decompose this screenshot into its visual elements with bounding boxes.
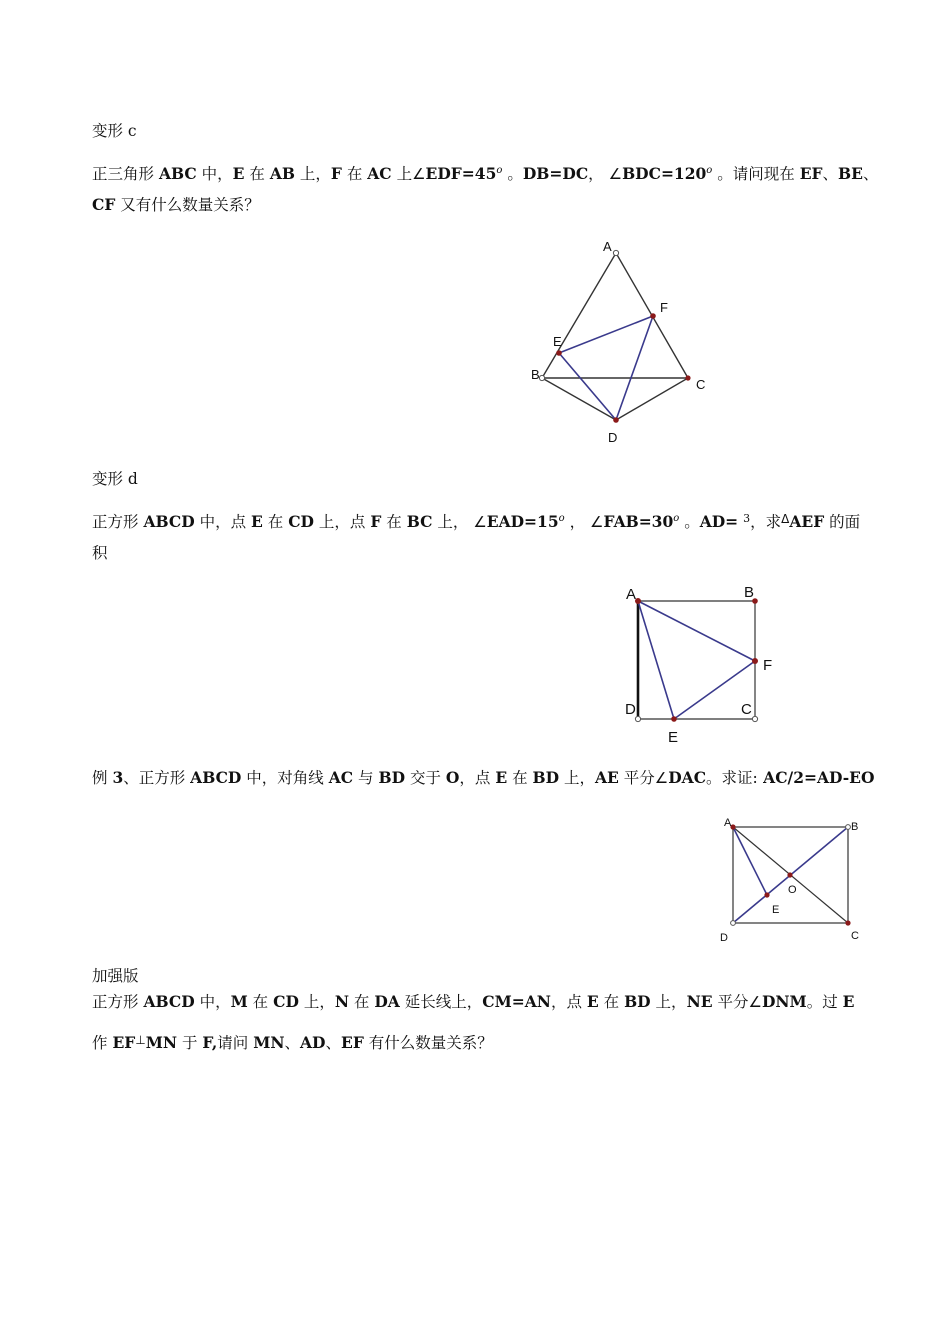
label-D: D xyxy=(625,701,636,718)
point-B xyxy=(846,825,851,830)
problem-d-line1: 正方形 ABCD 中，点 E 在 CD 上，点 F 在 BC 上， $\angle EAD=15^o$ ， $\angle FAB=30^o$ 。AD= $^3$，求$^\Delta$AEF 的面 xyxy=(92,512,861,531)
label-E: E xyxy=(668,729,679,746)
label-D: D xyxy=(720,932,728,944)
problem-d-line2: 积 xyxy=(92,544,108,562)
label-C: C xyxy=(696,377,706,392)
label-B: B xyxy=(851,821,859,833)
label-D: D xyxy=(608,430,618,445)
label-A: A xyxy=(603,239,612,254)
angle-icon: ∠ xyxy=(608,165,623,183)
label-C: C xyxy=(741,701,752,718)
heading-variant-d: 变形 d xyxy=(92,470,138,488)
point-C xyxy=(845,920,850,925)
label-E: E xyxy=(772,904,780,916)
enhanced-line2: 作 EF⊥MN 于 F,请问 MN、AD、EF 有什么数量关系？ xyxy=(92,1033,493,1052)
label-O: O xyxy=(788,884,797,896)
angle-icon: ∠ xyxy=(473,513,487,531)
example3-line1: 例 3、正方形 ABCD 中，对角线 AC 与 BD 交于 O，点 E 在 BD 上，AE 平分∠DAC。求证: AC/2=AD-EO xyxy=(92,768,875,787)
label-C: C xyxy=(851,930,859,942)
problem-c-line1: 正三角形 ABC 中，E 在 AB 上，F 在 AC 上$\angle EDF=45^o$ 。DB=DC， $\angle BDC=120^o$ 。请问现在 EF、BE、 xyxy=(92,164,879,183)
label-A: A xyxy=(626,586,637,603)
problem-c-line2: CF 又有什么数量关系？ xyxy=(92,195,260,214)
label-E: E xyxy=(553,334,562,349)
point-D xyxy=(731,921,736,926)
heading-enhanced: 加强版 xyxy=(92,967,139,985)
point-O xyxy=(787,872,792,877)
segment-AE xyxy=(733,827,767,895)
point-E xyxy=(764,892,769,897)
label-B: B xyxy=(531,367,540,382)
enhanced-line1: 正方形 ABCD 中，M 在 CD 上，N 在 DA 延长线上，CM=AN，点 E 在 BD 上，NE 平分∠DNM。过 E xyxy=(92,992,855,1011)
angle-icon: ∠ xyxy=(590,513,604,531)
angle-icon: ∠ xyxy=(748,993,762,1011)
label-A: A xyxy=(724,817,732,829)
angle-icon: ∠ xyxy=(412,165,426,183)
label-B: B xyxy=(744,584,755,601)
perpendicular-icon: ⊥ xyxy=(135,1033,146,1047)
triangle-icon: Δ xyxy=(781,512,790,526)
label-F: F xyxy=(763,657,773,674)
angle-icon: ∠ xyxy=(654,769,669,787)
label-F: F xyxy=(660,300,668,315)
heading-variant-c: 变形 c xyxy=(92,122,137,140)
